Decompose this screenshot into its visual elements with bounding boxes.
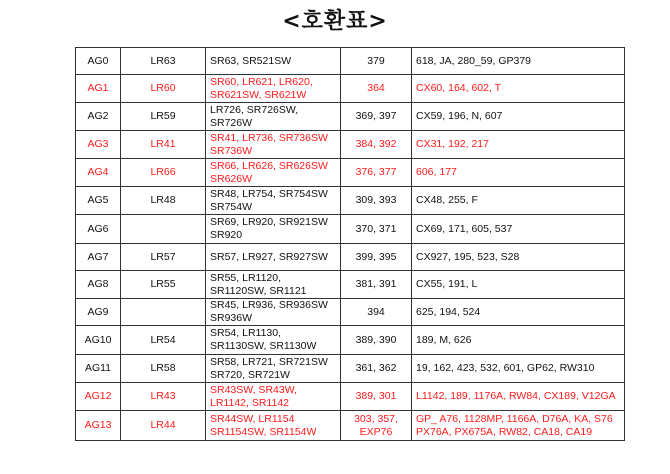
ag-code-cell: AG2 (76, 103, 121, 131)
other-codes-cell (412, 187, 625, 215)
number-codes-line: 384, 392 (355, 138, 397, 150)
other-codes-line: 189, M, 626 (416, 333, 472, 346)
sr-codes-line: SR55, LR1120, (210, 271, 282, 284)
lr-code-cell: LR54 (121, 326, 206, 355)
ag-code-cell: AG7 (76, 244, 121, 271)
sr-codes-line: SR736W (210, 144, 253, 157)
other-codes-line: 606, 177 (416, 166, 457, 178)
sr-codes-line: LR726, SR726SW, (210, 103, 299, 116)
number-codes-cell (341, 75, 412, 103)
sr-codes-cell (206, 215, 341, 244)
sr-codes-line: SR1120SW, SR1121 (210, 284, 307, 297)
ag-code-cell: AG9 (76, 299, 121, 326)
sr-codes-line: SR48, LR754, SR754SW (210, 187, 328, 200)
other-codes-line: CX59, 196, N, 607 (416, 110, 503, 122)
other-codes-line: 19, 162, 423, 532, 601, GP62, RW310 (416, 362, 595, 374)
number-codes-line: 389, 390 (355, 333, 397, 346)
number-codes-line: 379 (367, 54, 385, 67)
sr-codes-line: SR920 (210, 229, 243, 241)
sr-codes-line: SR726W (210, 116, 253, 129)
sr-codes-cell (206, 383, 341, 411)
sr-codes-line: SR1130SW, SR1130W (210, 340, 317, 352)
lr-code-cell: LR44 (121, 411, 206, 441)
other-codes-cell (412, 159, 625, 187)
number-codes-cell (341, 103, 412, 131)
ag-code-cell: AG11 (76, 355, 121, 383)
sr-codes-line: SR66, LR626, SR626SW (210, 159, 328, 172)
number-codes-line: 370, 371 (355, 222, 397, 235)
number-codes-line: 361, 362 (355, 362, 397, 374)
lr-code-cell (121, 299, 206, 326)
ag-code-cell: AG3 (76, 131, 121, 159)
ag-code-cell: AG0 (76, 48, 121, 75)
lr-code-cell: LR43 (121, 383, 206, 411)
other-codes-line: CX31, 192, 217 (416, 138, 489, 150)
table-row (76, 103, 625, 131)
table-row (76, 299, 625, 326)
other-codes-line: CX60, 164, 602, T (416, 82, 502, 94)
other-codes-line: GP_ A76, 1128MP, 1166A, D76A, KA, S76 (416, 412, 613, 425)
sr-codes-cell (206, 355, 341, 383)
number-codes-line: 364 (367, 82, 385, 94)
sr-codes-cell (206, 411, 341, 441)
other-codes-cell (412, 383, 625, 411)
other-codes-cell (412, 48, 625, 75)
number-codes-line: 369, 397 (355, 110, 397, 122)
number-codes-line: 394 (367, 305, 385, 318)
sr-codes-line: SR44SW, LR1154 (210, 412, 295, 425)
sr-codes-cell (206, 244, 341, 271)
number-codes-cell (341, 48, 412, 75)
compatibility-table (75, 47, 625, 441)
sr-codes-line: SR63, SR521SW (210, 54, 292, 67)
other-codes-line: CX55, 191, L (416, 278, 478, 290)
lr-code-cell: LR58 (121, 355, 206, 383)
other-codes-cell (412, 355, 625, 383)
sr-codes-line: SR58, LR721, SR721SW (210, 355, 328, 368)
lr-code-cell: LR66 (121, 159, 206, 187)
other-codes-cell (412, 411, 625, 441)
sr-codes-line: SR41, LR736, SR736SW (210, 131, 328, 144)
number-codes-line: 389, 301 (355, 390, 397, 402)
sr-codes-cell (206, 103, 341, 131)
number-codes-line: 399, 395 (355, 250, 397, 263)
number-codes-line: 381, 391 (355, 278, 397, 290)
table-row (76, 215, 625, 244)
sr-codes-line: SR45, LR936, SR936SW (210, 299, 328, 311)
number-codes-line: 303, 357, (354, 412, 398, 425)
other-codes-line: CX48, 255, F (416, 194, 478, 206)
sr-codes-cell (206, 187, 341, 215)
sr-codes-line: SR1154SW, SR1154W (210, 425, 317, 438)
number-codes-cell (341, 355, 412, 383)
table-row (76, 131, 625, 159)
lr-code-cell: LR41 (121, 131, 206, 159)
table-row (76, 187, 625, 215)
table-row (76, 411, 625, 441)
number-codes-cell (341, 187, 412, 215)
other-codes-line: CX927, 195, 523, S28 (416, 250, 520, 263)
sr-codes-line: SR60, LR621, LR620, (210, 75, 313, 88)
table-body (76, 48, 625, 441)
sr-codes-cell (206, 271, 341, 299)
number-codes-cell (341, 383, 412, 411)
ag-code-cell: AG8 (76, 271, 121, 299)
number-codes-cell (341, 131, 412, 159)
page-title: <호환표> (282, 9, 388, 34)
other-codes-cell (412, 271, 625, 299)
lr-code-cell: LR48 (121, 187, 206, 215)
sr-codes-line: SR69, LR920, SR921SW (210, 216, 328, 228)
other-codes-cell (412, 103, 625, 131)
ag-code-cell: AG13 (76, 411, 121, 441)
other-codes-line: 618, JA, 280_59, GP379 (416, 54, 532, 67)
number-codes-cell (341, 244, 412, 271)
other-codes-line: L1142, 189, 1176A, RW84, CX189, V12GA (416, 390, 616, 402)
sr-codes-line: SR936W (210, 312, 253, 324)
number-codes-cell (341, 326, 412, 355)
other-codes-cell (412, 131, 625, 159)
other-codes-cell (412, 326, 625, 355)
lr-code-cell: LR59 (121, 103, 206, 131)
ag-code-cell: AG4 (76, 159, 121, 187)
other-codes-cell (412, 299, 625, 326)
table-row (76, 383, 625, 411)
lr-code-cell: LR63 (121, 48, 206, 75)
number-codes-cell (341, 411, 412, 441)
sr-codes-cell (206, 299, 341, 326)
sr-codes-cell (206, 75, 341, 103)
table-row (76, 271, 625, 299)
sr-codes-cell (206, 48, 341, 75)
ag-code-cell: AG10 (76, 326, 121, 355)
lr-code-cell: LR60 (121, 75, 206, 103)
ag-code-cell: AG6 (76, 215, 121, 244)
sr-codes-line: SR720, SR721W (210, 368, 290, 381)
lr-code-cell (121, 215, 206, 244)
other-codes-line: CX69, 171, 605, 537 (416, 222, 513, 235)
sr-codes-cell (206, 326, 341, 355)
lr-code-cell: LR57 (121, 244, 206, 271)
sr-codes-cell (206, 159, 341, 187)
other-codes-line: 625, 194, 524 (416, 305, 481, 318)
sr-codes-line: SR54, LR1130, (210, 327, 282, 339)
table-row (76, 355, 625, 383)
table-row (76, 326, 625, 355)
other-codes-cell (412, 244, 625, 271)
sr-codes-line: SR626W (210, 172, 253, 185)
number-codes-line: EXP76 (359, 425, 393, 438)
other-codes-cell (412, 75, 625, 103)
table-row (76, 244, 625, 271)
number-codes-cell (341, 271, 412, 299)
number-codes-line: 309, 393 (355, 194, 397, 206)
table-row (76, 159, 625, 187)
number-codes-cell (341, 299, 412, 326)
table-row (76, 48, 625, 75)
sr-codes-line: SR57, LR927, SR927SW (210, 250, 328, 263)
other-codes-cell (412, 215, 625, 244)
number-codes-line: 376, 377 (355, 166, 397, 178)
number-codes-cell (341, 159, 412, 187)
ag-code-cell: AG12 (76, 383, 121, 411)
sr-codes-cell (206, 131, 341, 159)
lr-code-cell: LR55 (121, 271, 206, 299)
table-row (76, 75, 625, 103)
number-codes-cell (341, 215, 412, 244)
ag-code-cell: AG5 (76, 187, 121, 215)
sr-codes-line: SR43SW, SR43W, (210, 383, 297, 396)
sr-codes-line: SR754W (210, 200, 253, 213)
ag-code-cell: AG1 (76, 75, 121, 103)
sr-codes-line: LR1142, SR1142 (210, 396, 290, 409)
sr-codes-line: SR621SW, SR621W (210, 88, 307, 101)
other-codes-line: PX76A, PX675A, RW82, CA18, CA19 (416, 425, 593, 438)
